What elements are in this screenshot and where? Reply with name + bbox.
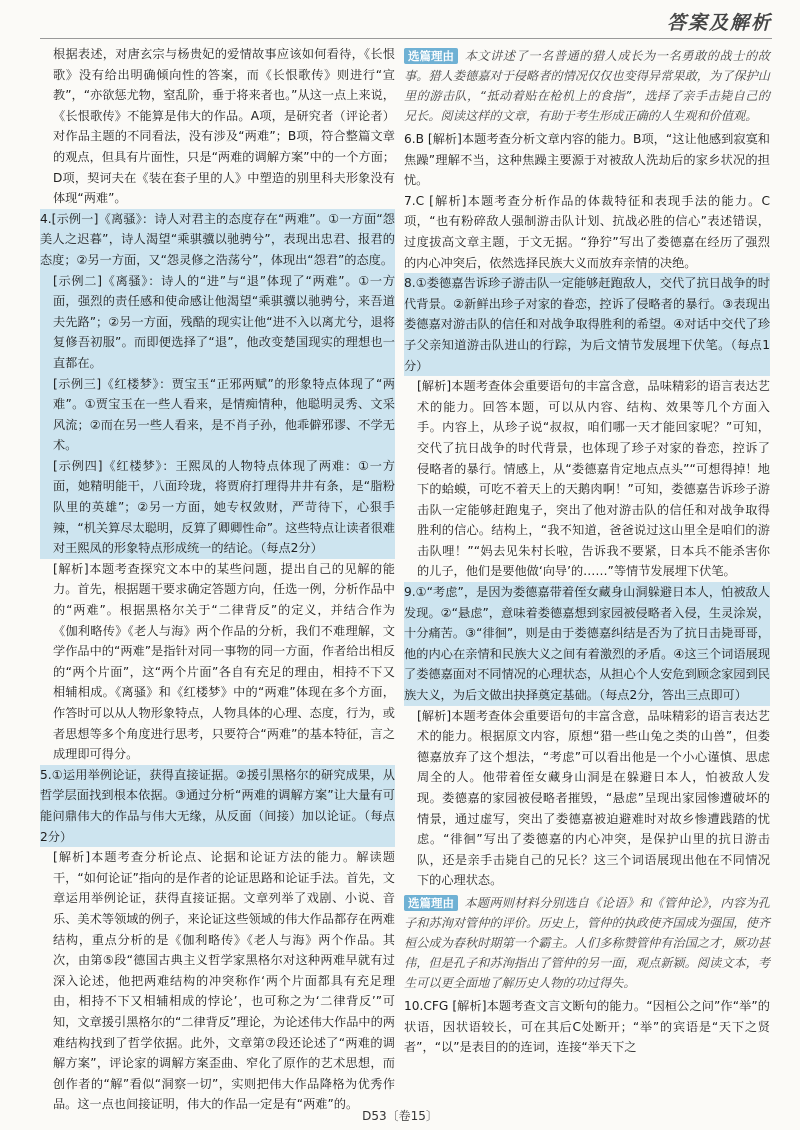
- selection-reason: [404, 893, 770, 993]
- answer-paragraph: [示例二]《离骚》：诗人的“进”与“退”体现了“两难”。①一方面，强烈的责任感和使命感让他渴望“乘骐骥以驰骋兮，来吾道夫先路”；②另一方面，残酷的现实让他“进不入以离尤兮，退将复修吾初服”。而即便选择了“退”，他改变楚国现实的理想也一直都在。: [40, 271, 395, 374]
- answer-paragraph: 9.①“考虑”，是因为娄德嘉带着侄女藏身山洞躲避日本人，怕被敌人发现。②“悬虑”，意味着娄德嘉想到家园被侵略者入侵，生灵涂炭，十分痛苦。③“徘徊”，则是由于娄德嘉纠结是否为了抗日击毙哥哥，他的内心在亲情和民族大义之间有着激烈的矛盾。④这三个词语展现了娄德嘉面对不同情况的心理状态，从担心个人安危到顾念家园到民族大义，为后文做出抉择奠定基础。（每点2分，答出三点即可）: [404, 582, 770, 706]
- right-column: [404, 44, 770, 1058]
- answer-paragraph: 4.[示例一]《离骚》：诗人对君主的态度存在“两难”。①一方面“怨美人之迟暮”，诗人渴望“乘骐骥以驰骋兮”，表现出忠君、报君的态度；②另一方面，又“怨灵修之浩荡兮”，体现出“怨君”的态度。: [40, 209, 395, 271]
- left-column: [40, 44, 395, 1115]
- selection-reason-tag: 选篇理由: [404, 48, 458, 64]
- selection-reason-text: 本题两则材料分别选自《论语》和《管仲论》，内容为孔子和苏洵对管仲的评价。历史上，管仲的执政使齐国成为强国，使齐桓公成为春秋时期第一个霸主。人们多称赞管仲有治国之才，厥功甚伟，但是孔子和苏洵指出了管仲的另一面，观点新颖。阅读文本，考生可以更全面地了解历史人物的功过得失。: [404, 895, 770, 990]
- selection-reason-tag: 选篇理由: [404, 895, 458, 911]
- answer-paragraph: [解析]本题考查体会重要语句的丰富含意，品味精彩的语言表达艺术的能力。回答本题，可以从内容、结构、效果等几个方面入手。内容上，从珍子说“叔叔，咱们哪一天才能回家呢？”可知，交代了抗日战争的时代背景，也体现了珍子对家的眷恋，控诉了侵略者的暴行。情感上，从“娄德嘉肯定地点点头”“可想得掉！地下的蛤蟆，可吃不着天上的天鹅肉啊！”可知，娄德嘉告诉珍子游击队一定能够赶跑鬼子，突出了他对游击队的信任和对战争取得胜利的信心。结构上，“我不知道，爸爸说过这山里全是咱们的游击队哩！”“妈去见朱村长啦，告诉我不要紧，日本兵不能杀害你的儿子，他们是要他做‘向导’的……”等情节发展埋下伏笔。: [417, 379, 770, 579]
- page-header-title: 答案及解析: [666, 12, 772, 34]
- answer-paragraph: [解析]本题考查探究文本中的某些问题，提出自己的见解的能力。首先，根据题干要求确定答题方向，任选一例，分析作品中的“两难”。根据黑格尔关于“二律背反”的定义，并结合作为《伽利略传》《老人与海》两个作品的分析，我们不难理解，文学作品中的“两难”是指针对同一事物的同一方面，作者给出相反的“两个片面”，这“两个片面”各自有充足的理由，相持不下又相辅相成。《离骚》和《红楼梦》中的“两难”体现在多个方面，作答时可以从人物形象特点，人物具体的心理、态度，行为，或者思想等多个角度进行思考，只要符合“两难”的基本特征，言之成理即可得分。: [53, 561, 395, 762]
- answer-paragraph: [示例三]《红楼梦》：贾宝玉“正邪两赋”的形象特点体现了“两难”。①贾宝玉在一些人看来，是情痴情种，他聪明灵秀、文采风流；②而在另一些人看来，是不肖子孙，他乖僻邪谬、不学无术。: [40, 374, 395, 456]
- answer-paragraph: 10.CFG [解析]本题考查文言文断句的能力。“因桓公之问”作“举”的状语，因状语较长，可在其后C处断开；“举”的宾语是“天下之贤者”，“以”是表目的的连词，连接“举天下之: [404, 998, 770, 1055]
- header-divider: [40, 38, 772, 39]
- answer-paragraph: [解析]本题考查分析论点、论据和论证方法的能力。解读题干，“如何论证”指向的是作者的论证思路和论证手法。首先，文章运用举例论证，获得直接证据。文章列举了戏剧、小说、音乐、美术等领域的例子，来论证这些领域的伟大作品都存在两难结构，重点分析的是《伽利略传》《老人与海》两个作品。其次，由第⑤段“德国古典主义哲学家黑格尔对这种两难早就有过深入论述，他把两难结构的冲突称作‘两个片面都具有充足理由，相持不下又相辅相成的悖论’，也可称之为‘二律背反’”可知，文章援引黑格尔的“二律背反”理论，为论述伟大作品中的两难结构找到了哲学依据。此外，文章第⑦段还论述了“两难的调解方案”，评论家的调解方案歪曲、窄化了原作的艺术思想，而创作者的“解”看似“洞察一切”，实则把伟大作品降格为优秀作品。这一点也间接证明，伟大的作品一定是有“两难”的。: [53, 850, 395, 1112]
- answer-paragraph: [示例四]《红楼梦》：王熙凤的人物特点体现了两难：①一方面，她精明能干，八面玲珑，将贾府打理得井井有条，是“脂粉队里的英雄”；②另一方面，她专权敛财，严苛待下，心狠手辣，“机关算尽太聪明，反算了卿卿性命”。这些特点让读者很难对王熙凤的形象特点形成统一的结论。（每点2分）: [40, 456, 395, 559]
- answer-paragraph: 根据表述，对唐玄宗与杨贵妃的爱情故事应该如何看待，《长恨歌》没有给出明确倾向性的答案，而《长恨歌传》则进行“宣教”，“亦欲惩尤物，窒乱阶，垂于将来者也。”从这一点上来说，《长恨歌传》不能算是伟大的作品。A项，是研究者（评论者）对作品主题的不同看法，没有涉及“两难”；B项，符合整篇文章的观点，但具有片面性，只是“两难的调解方案”中的一个方面；D项，契诃夫在《装在套子里的人》中塑造的别里科夫形象没有体现“两难”。: [53, 47, 395, 206]
- selection-reason-text: 本文讲述了一名普通的猎人成长为一名勇敢的战士的故事。猎人娄德嘉对于侵略者的情况仅仅也变得异常果敢，为了保护山里的游击队，“抵动着贴在枪机上的食指”，选择了亲手击毙自己的兄长。阅读这样的文章，有助于考生形成正确的人生观和价值观。: [404, 49, 770, 123]
- answer-paragraph: 5.①运用举例论证，获得直接证据。②援引黑格尔的研究成果，从哲学层面找到根本依据。③通过分析“两难的调解方案”让大量有可能问鼎伟大的作品与伟大无缘，从反面（间接）加以论证。（每点2分）: [40, 765, 395, 847]
- selection-reason: [404, 46, 770, 126]
- answer-paragraph: 7.C [解析]本题考查分析作品的体裁特征和表现手法的能力。C项，“也有粉碎敌人强制游击队计划、抗战必胜的信心”表述错误，过度拔高文章主题，于文无据。“狰狞”写出了娄德嘉在经历了强烈的内心冲突后，依然选择民族大义而放弃亲情的决绝。: [404, 193, 770, 270]
- answer-paragraph: 6.B [解析]本题考查分析文章内容的能力。B项，“这让他感到寂寞和焦躁”理解不当，这种焦躁主要源于对被敌人洗劫后的家乡状况的担忧。: [404, 132, 770, 188]
- answer-paragraph: [解析]本题考查体会重要语句的丰富含意，品味精彩的语言表达艺术的能力。根据原文内容，原想“猎一些山兔之类的山兽”，但娄德嘉放弃了这个想法，“考虑”可以看出他是一个小心谨慎、思虑周全的人。他带着侄女藏身山洞是在躲避日本人，怕被敌人发现。娄德嘉的家园被侵略者摧毁，“悬虑”呈现出家园惨遭破坏的情景，通过虚写，突出了娄德嘉被迫避难时对故乡惨遭践踏的忧虑。“徘徊”写出了娄德嘉的内心冲突，是保护山里的抗日游击队，还是亲手击毙自己的兄长？这三个词语展现出他在不同情况下的心理状态。: [417, 708, 770, 888]
- answer-paragraph: 8.①娄德嘉告诉珍子游击队一定能够赶跑敌人，交代了抗日战争的时代背景。②新鲜出珍子对家的眷恋，控诉了侵略者的暴行。③表现出娄德嘉对游击队的信任和对战争取得胜利的希望。④对话中交代了珍子父亲知道游击队进山的行踪，为后文情节发展埋下伏笔。（每点1分）: [404, 273, 770, 376]
- page-footer: D53〔卷15〕: [362, 1109, 438, 1123]
